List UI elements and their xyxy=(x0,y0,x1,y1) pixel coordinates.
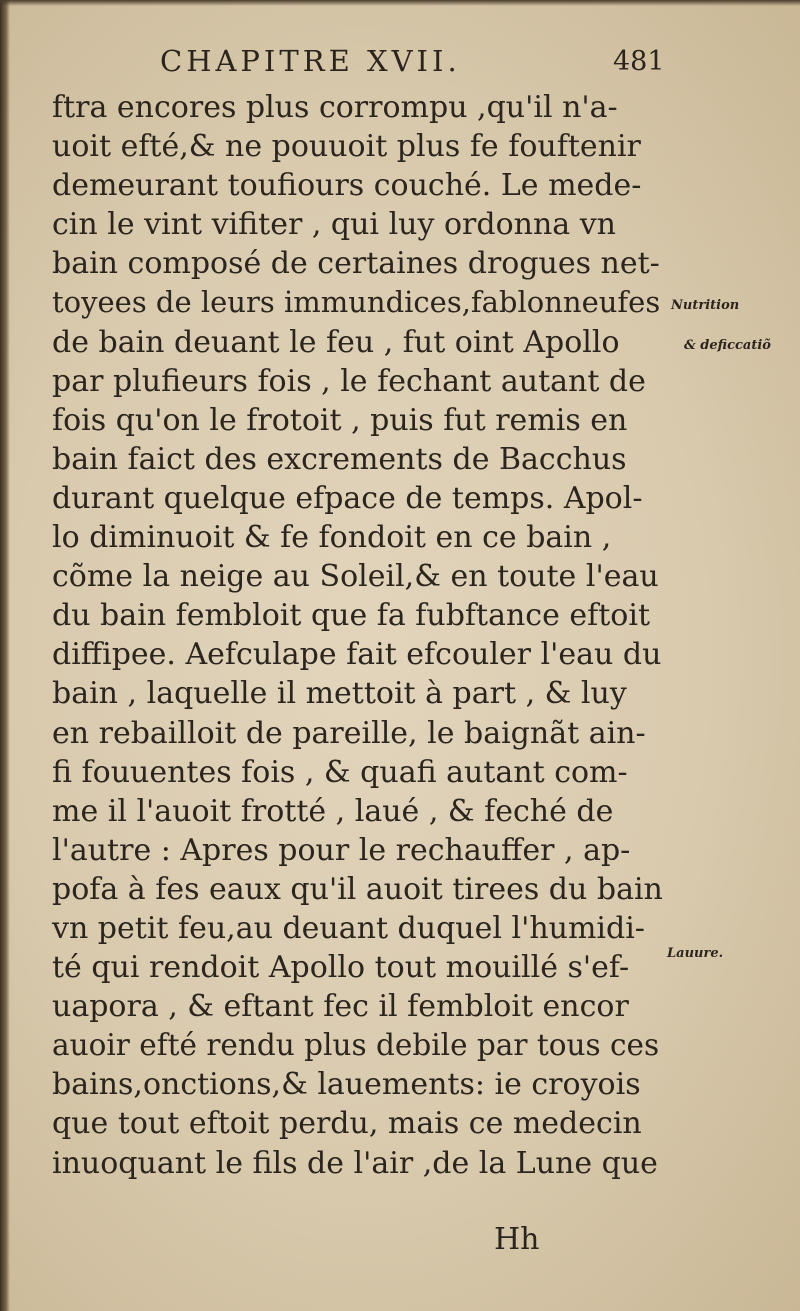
text-line: toyees de leurs immundices,fablonneufes xyxy=(52,285,661,320)
text-line: diffipee. Aefculape fait efcouler l'eau du xyxy=(52,637,662,673)
margin-note: Nutrition xyxy=(671,298,740,313)
running-head: CHAPITRE XVII. xyxy=(160,44,461,78)
page-number: 481 xyxy=(613,46,665,77)
text-line: de bain deuant le feu , fut oint Apollo xyxy=(52,324,620,360)
text-line: pofa à fes eaux qu'il auoit tirees du bain xyxy=(52,871,663,907)
text-line: uapora , & eftant fec il fembloit encor xyxy=(52,989,629,1025)
text-line: bain composé de certaines drogues net- xyxy=(52,246,660,282)
page-top-shadow xyxy=(0,0,800,6)
text-line: inuoquant le fils de l'air ,de la Lune que xyxy=(52,1145,658,1181)
text-line: lo diminuoit & fe fondoit en ce bain , xyxy=(52,520,612,556)
page-gutter-shadow xyxy=(0,0,10,1311)
text-line: me il l'auoit frotté , laué , & feché de xyxy=(52,793,614,829)
signature-mark: Hh xyxy=(494,1222,540,1257)
text-line: bains,onctions,& lauements: ie croyois xyxy=(52,1067,641,1103)
text-line: que tout eftoit perdu, mais ce medecin xyxy=(52,1106,642,1142)
text-line: durant quelque efpace de temps. Apol- xyxy=(52,480,643,516)
text-line: fois qu'on le frotoit , puis fut remis en xyxy=(52,402,628,438)
text-line: demeurant toufiours couché. Le mede- xyxy=(52,168,642,204)
text-line: l'autre : Apres pour le rechauffer , ap- xyxy=(52,832,631,868)
text-line: fi fouuentes fois , & quafi autant com- xyxy=(52,754,628,790)
text-line: vn petit feu,au deuant duquel l'humidi- xyxy=(52,910,645,946)
text-line: par plufieurs fois , le fechant autant de xyxy=(52,363,646,399)
text-line: auoir efté rendu plus debile par tous ces xyxy=(52,1028,660,1063)
text-line: du bain fembloit que fa fubftance eftoit xyxy=(52,598,651,634)
text-line: cõme la neige au Soleil,& en toute l'eau xyxy=(52,559,659,595)
text-line: bain , laquelle il mettoit à part , & luy xyxy=(52,676,627,712)
text-line: bain faict des excrements de Bacchus xyxy=(52,441,627,477)
text-line: cin le vint vifiter , qui luy ordonna vn xyxy=(52,207,616,243)
margin-note: & deficcatiõ xyxy=(684,338,771,353)
page-header xyxy=(55,44,775,94)
text-line: té qui rendoit Apollo tout mouillé s'ef- xyxy=(52,950,630,986)
margin-note: Lauure. xyxy=(667,946,724,961)
main-text-block xyxy=(52,88,667,1183)
text-line: en rebailloit de pareille, le baignãt ain- xyxy=(52,715,646,751)
text-line: uoit efté,& ne pouuoit plus fe fouftenir xyxy=(52,129,641,165)
text-line: ftra encores plus corrompu ,qu'il n'a- xyxy=(52,90,618,125)
